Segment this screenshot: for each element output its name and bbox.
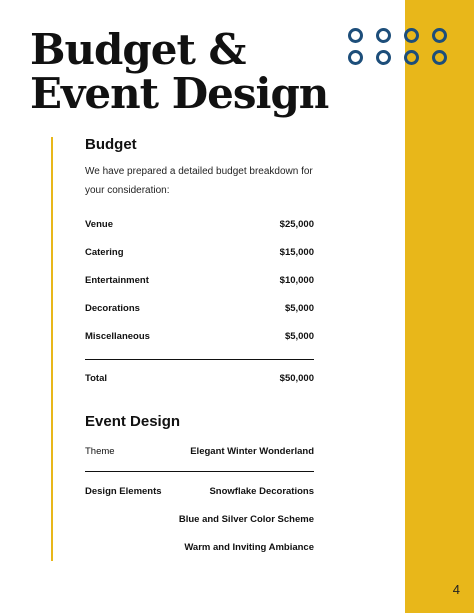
- design-elements-row: [85, 486, 314, 500]
- budget-row-amount: $5,000: [284, 303, 314, 314]
- budget-row-label: Miscellaneous: [85, 331, 150, 342]
- budget-row: [85, 331, 314, 345]
- budget-row-label: Decorations: [85, 303, 140, 314]
- design-element-value: Blue and Silver Color Scheme: [178, 514, 314, 525]
- ring-dot-icon: [348, 50, 363, 65]
- page-title: [30, 25, 350, 118]
- ring-dot-icon: [404, 28, 419, 43]
- theme-row: [85, 446, 314, 460]
- ring-dot-icon: [376, 28, 391, 43]
- ring-dot-icon: [376, 50, 391, 65]
- budget-intro: We have prepared a detailed budget breakdown for your consideration:: [85, 166, 313, 196]
- ring-dot-icon: [404, 50, 419, 65]
- ring-dot-icon: [432, 50, 447, 65]
- budget-row-amount: $5,000: [284, 331, 314, 342]
- budget-row: [85, 219, 314, 233]
- budget-total-amount: $50,000: [279, 373, 314, 384]
- budget-total-row: [85, 373, 314, 387]
- budget-row-amount: $25,000: [279, 219, 314, 230]
- ring-dot-icon: [348, 28, 363, 43]
- budget-row: [85, 275, 314, 289]
- decorative-dots: [346, 26, 456, 66]
- page-number: 4: [452, 582, 460, 597]
- yellow-side-bar: [405, 0, 474, 613]
- design-element-value: Snowflake Decorations: [209, 486, 314, 497]
- budget-total-label: Total: [85, 373, 107, 384]
- design-elements-row: [85, 514, 314, 528]
- budget-row: [85, 247, 314, 261]
- page-title-line-1: Budget &: [30, 25, 246, 74]
- theme-value: Elegant Winter Wonderland: [190, 446, 314, 457]
- ring-dot-icon: [432, 28, 447, 43]
- theme-label: Theme: [85, 446, 115, 457]
- design-elements-label: Design Elements: [85, 486, 162, 497]
- event-design-heading: Event Design: [85, 413, 181, 430]
- budget-row-label: Catering: [85, 247, 124, 258]
- page-title-line-2: Event Design: [30, 69, 329, 118]
- design-element-value: Warm and Inviting Ambiance: [184, 542, 314, 553]
- budget-heading: Budget: [85, 136, 137, 153]
- budget-row-label: Entertainment: [85, 275, 149, 286]
- event-design-divider: [85, 471, 314, 472]
- budget-row: [85, 303, 314, 317]
- design-elements-row: [85, 542, 314, 556]
- budget-row-label: Venue: [85, 219, 113, 230]
- budget-row-amount: $10,000: [279, 275, 314, 286]
- budget-row-amount: $15,000: [279, 247, 314, 258]
- accent-line: [51, 137, 53, 561]
- budget-divider: [85, 359, 314, 360]
